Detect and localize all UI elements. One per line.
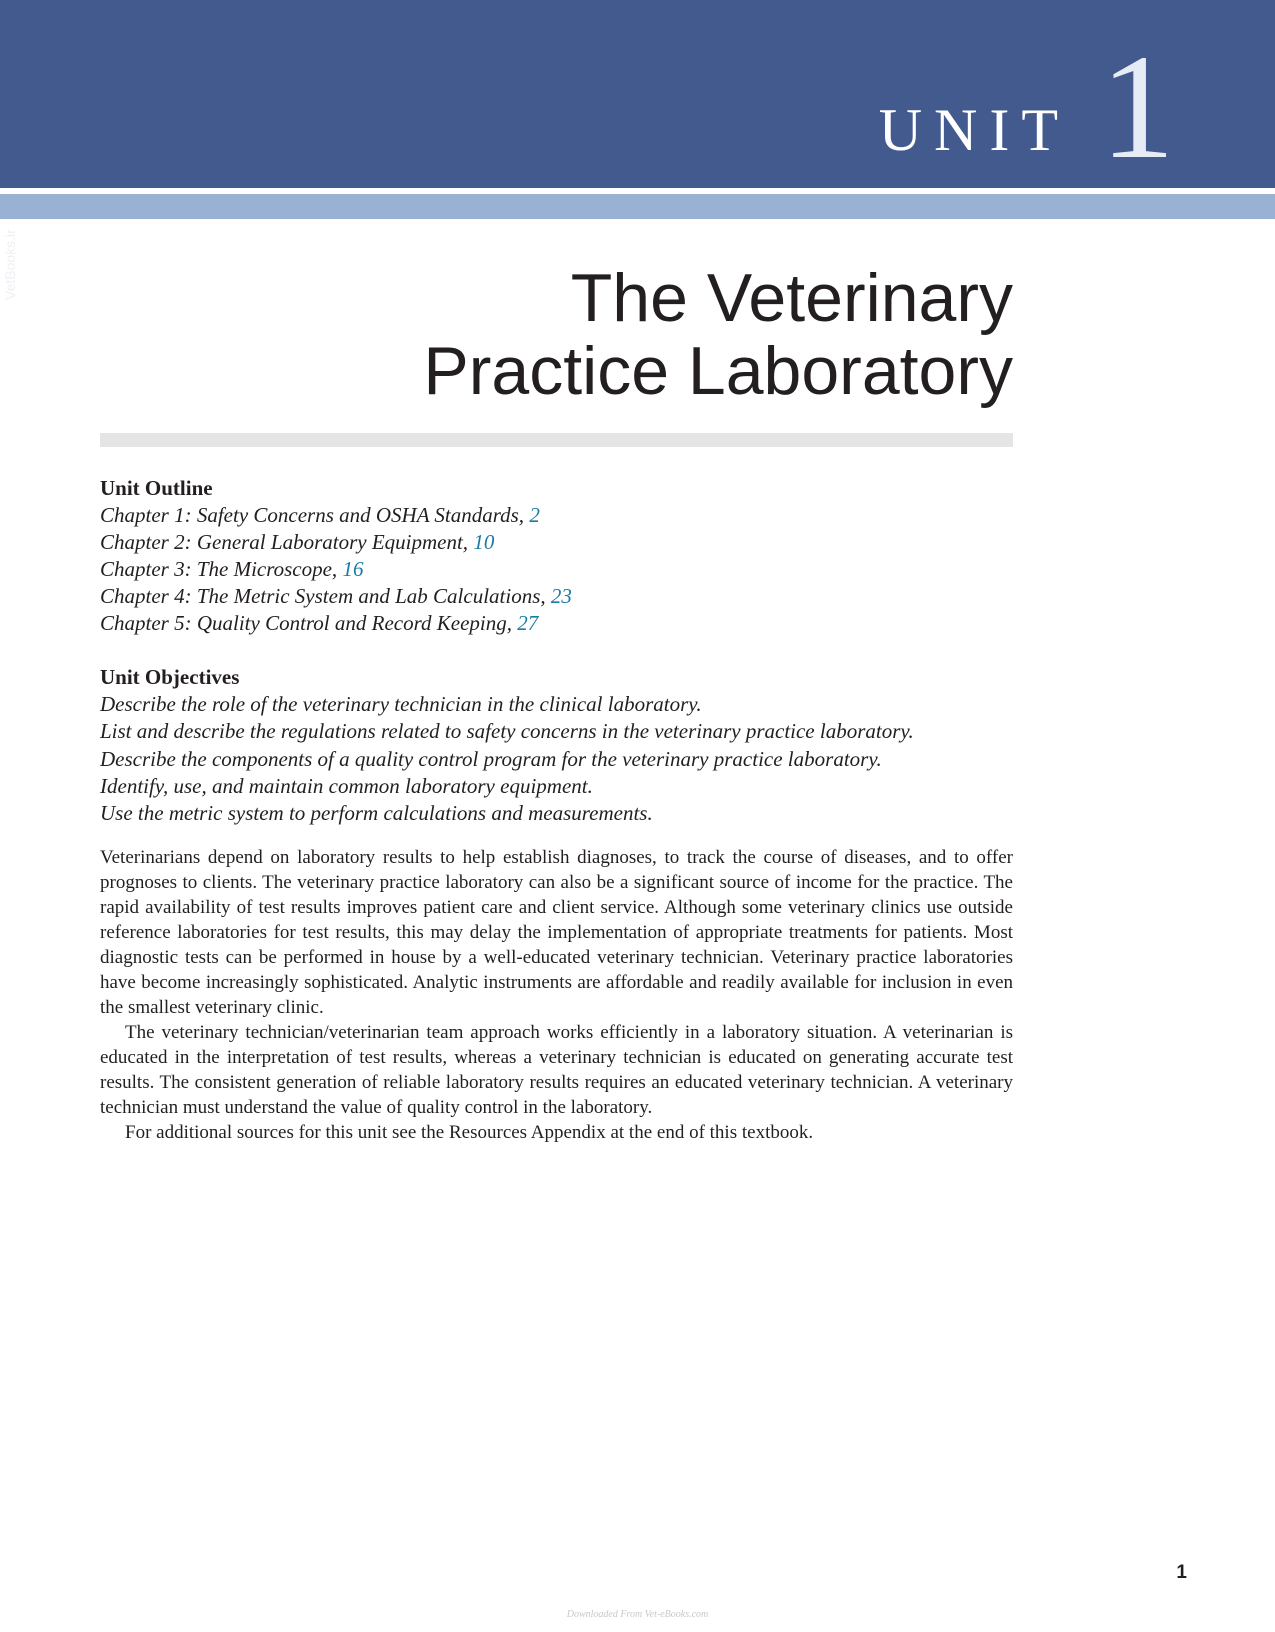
unit-objectives [100,664,1013,827]
outline-page-link[interactable]: 27 [517,611,539,635]
objective-item: Identify, use, and maintain common laboratory equipment. [100,773,593,798]
outline-page-link[interactable]: 10 [473,530,495,554]
outline-item-text: Chapter 2: General Laboratory Equipment, [100,530,474,554]
title-line-1: The Veterinary [570,260,1013,336]
outline-page-link[interactable]: 2 [529,503,540,527]
banner-stripe [0,194,1275,219]
unit-label: UNIT [878,97,1070,163]
footer-watermark: Downloaded From Vet-eBooks.com [566,1609,709,1620]
objective-item: Describe the role of the veterinary technician in the clinical laboratory. [100,692,702,716]
objective-item: Describe the components of a quality control program for the veterinary practice laboratory. [100,746,882,771]
objective-item: List and describe the regulations related to safety concerns in the veterinary practice laboratory. [100,719,914,744]
title-line-2: Practice Laboratory [423,333,1013,409]
page-title [100,262,1013,408]
outline-item [100,502,1013,529]
body-paragraph: The veterinary technician/veterinarian team approach works efficiently in a laboratory situation. A veterinarian is educated in the interpretation of test results, whereas a veterinary technician is educated on generating accurate test results. The consistent generation of reliable laboratory results requires an educated veterinary technician. A veterinary technician must understand the value of quality control in the laboratory. [100,1022,1013,1118]
title-divider [100,433,1013,447]
intro-body [100,845,1013,1145]
outline-item [100,529,1013,556]
outline-item [100,556,1013,583]
outline-item-text: Chapter 4: The Metric System and Lab Calculations, [100,584,551,608]
unit-objectives-heading: Unit Objectives [100,665,240,689]
outline-item [100,583,1013,610]
body-paragraph: Veterinarians depend on laboratory results to help establish diagnoses, to track the course of diseases, and to offer prognoses to clients. The veterinary practice laboratory can also be a significant source of income for the practice. The rapid availability of test results improves patient care and client service. Although some veterinary clinics use outside reference laboratories for test results, this may delay the implementation of appropriate treatments for patients. Most diagnostic tests can be performed in house by a well-educated veterinary technician. Veterinary practice laboratories have become increasingly sophisticated. Analytic instruments are affordable and readily available for inclusion in even the smallest veterinary clinic. [100,847,1013,1018]
unit-banner [0,0,1275,188]
outline-page-link[interactable]: 16 [342,557,364,581]
side-watermark: VetBooks.ir [2,229,18,300]
outline-page-link[interactable]: 23 [550,584,572,608]
unit-number: 1 [1100,24,1175,190]
outline-item-text: Chapter 5: Quality Control and Record Keeping, [100,611,518,635]
outline-item-text: Chapter 3: The Microscope, [100,557,343,581]
objective-item: Use the metric system to perform calculations and measurements. [100,801,653,826]
outline-item [100,610,1013,637]
body-paragraph: For additional sources for this unit see the Resources Appendix at the end of this textbook. [125,1122,814,1143]
unit-outline-heading: Unit Outline [100,476,213,500]
outline-item-text: Chapter 1: Safety Concerns and OSHA Standards, [100,503,530,527]
page-number: 1 [1176,1562,1187,1583]
unit-outline [100,475,1013,637]
